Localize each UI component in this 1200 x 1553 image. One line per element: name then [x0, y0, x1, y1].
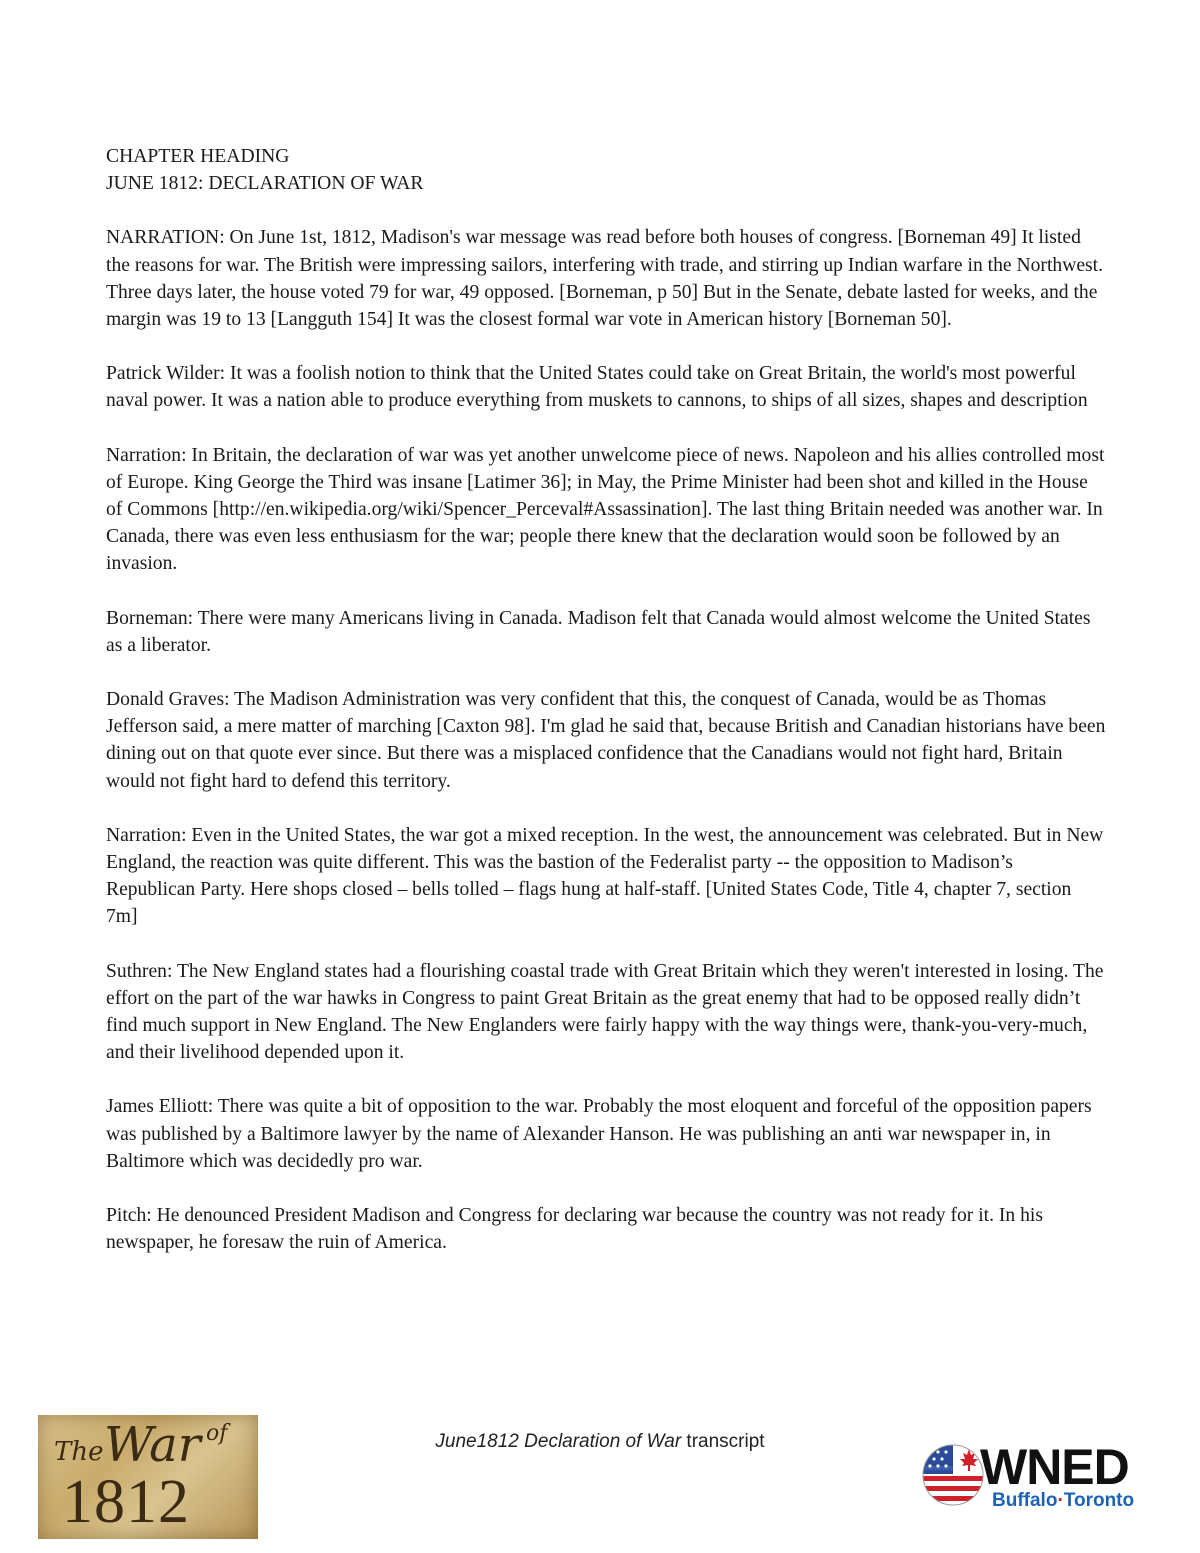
wned-logo: [922, 1440, 1167, 1530]
paragraph: Narration: Even in the United States, the war got a mixed reception. In the west, the announcement was celebrated. But in New England, the reaction was quite different. This was the bastion of the Federalist party -- the opposition to Madison’s Republican Party. Here shops closed – bells tolled – flags hung at half-staff. [United States Code, Title 4, chapter 7, section 7m]: [106, 824, 1104, 928]
chapter-heading-label: CHAPTER HEADING: [106, 146, 290, 167]
logo-war-text: War: [104, 1417, 201, 1473]
war-of-1812-logo: [38, 1415, 258, 1539]
paragraph: Donald Graves: The Madison Administration was very confident that this, the conquest of Canada, would be as Thomas Jefferson said, a mere matter of marching [Caxton 98]. I'm glad he said that, because British and Canadian historians have been dining out on that quote ever since. But there was a misplaced confidence that the Canadians would not fight hard, Britain would not fight hard to defend this territory.: [106, 689, 1106, 792]
logo-year-text: 1812: [62, 1468, 190, 1536]
transcript-body: [106, 143, 1106, 1284]
paragraph: Patrick Wilder: It was a foolish notion to think that the United States could take on Great Britain, the world's most powerful naval power. It was a nation able to produce everything from muskets to cannons, to ships of all sizes, shapes and description: [106, 363, 1088, 412]
logo-the-text: The: [54, 1437, 104, 1467]
paragraph: Suthren: The New England states had a flourishing coastal trade with Great Britain which they weren't interested in losing. The effort on the part of the war hawks in Congress to paint Great Britain as the great enemy that had to be opposed really didn’t find much support in New England. The New Englanders were fairly happy with the way things were, thank-you-very-much, and their livelihood depended upon it.: [106, 960, 1104, 1064]
wned-city-toronto: Toronto: [1063, 1490, 1135, 1511]
wned-separator: ·: [1057, 1490, 1064, 1511]
wned-cities: [992, 1490, 1134, 1512]
paragraph: Narration: In Britain, the declaration of war was yet another unwelcome piece of news. Napoleon and his allies controlled most of Europe. King George the Third was insane [Latimer 36]; in May, the Prime Minister had been shot and killed in the House of Commons [http://en.wikipedia.org/wiki/Spencer_Perceval#Assassination]. The last thing Britain needed was another war. In Canada, there was even less enthusiasm for the war; people there knew that the declaration would soon be followed by an invasion.: [106, 444, 1105, 575]
paragraph: NARRATION: On June 1st, 1812, Madison's war message was read before both houses of congress. [Borneman 49] It listed the reasons for war. The British were impressing sailors, interfering with trade, and stirring up Indian warfare in the Northwest. Three days later, the house voted 79 for war, 49 opposed. [Borneman, p 50] But in the Senate, debate lasted for weeks, and the margin was 19 to 13 [Langguth 154] It was the closest formal war vote in American history [Borneman 50].: [106, 227, 1104, 331]
paragraph: Pitch: He denounced President Madison and Congress for declaring war because the country was not ready for it. In his newspaper, he foresaw the ruin of America.: [106, 1205, 1043, 1254]
footer-caption: [380, 1431, 820, 1453]
chapter-title: JUNE 1812: DECLARATION OF WAR: [106, 173, 424, 195]
footer-caption-suffix: transcript: [681, 1431, 765, 1452]
logo-of-text: of: [206, 1421, 228, 1446]
flag-globe-icon: [922, 1444, 984, 1506]
wned-wordmark: WNED: [980, 1439, 1129, 1495]
chapter-heading: [106, 143, 1106, 197]
footer-caption-title: June1812 Declaration of War: [435, 1431, 682, 1452]
wned-city-buffalo: Buffalo: [992, 1490, 1058, 1511]
paragraph: James Elliott: There was quite a bit of opposition to the war. Probably the most eloquent and forceful of the opposition papers was published by a Baltimore lawyer by the name of Alexander Hanson. He was publishing an anti war newspaper in, in Baltimore which was decidedly pro war.: [106, 1096, 1092, 1172]
paragraph: Borneman: There were many Americans living in Canada. Madison felt that Canada would almost welcome the United States as a liberator.: [106, 607, 1091, 656]
